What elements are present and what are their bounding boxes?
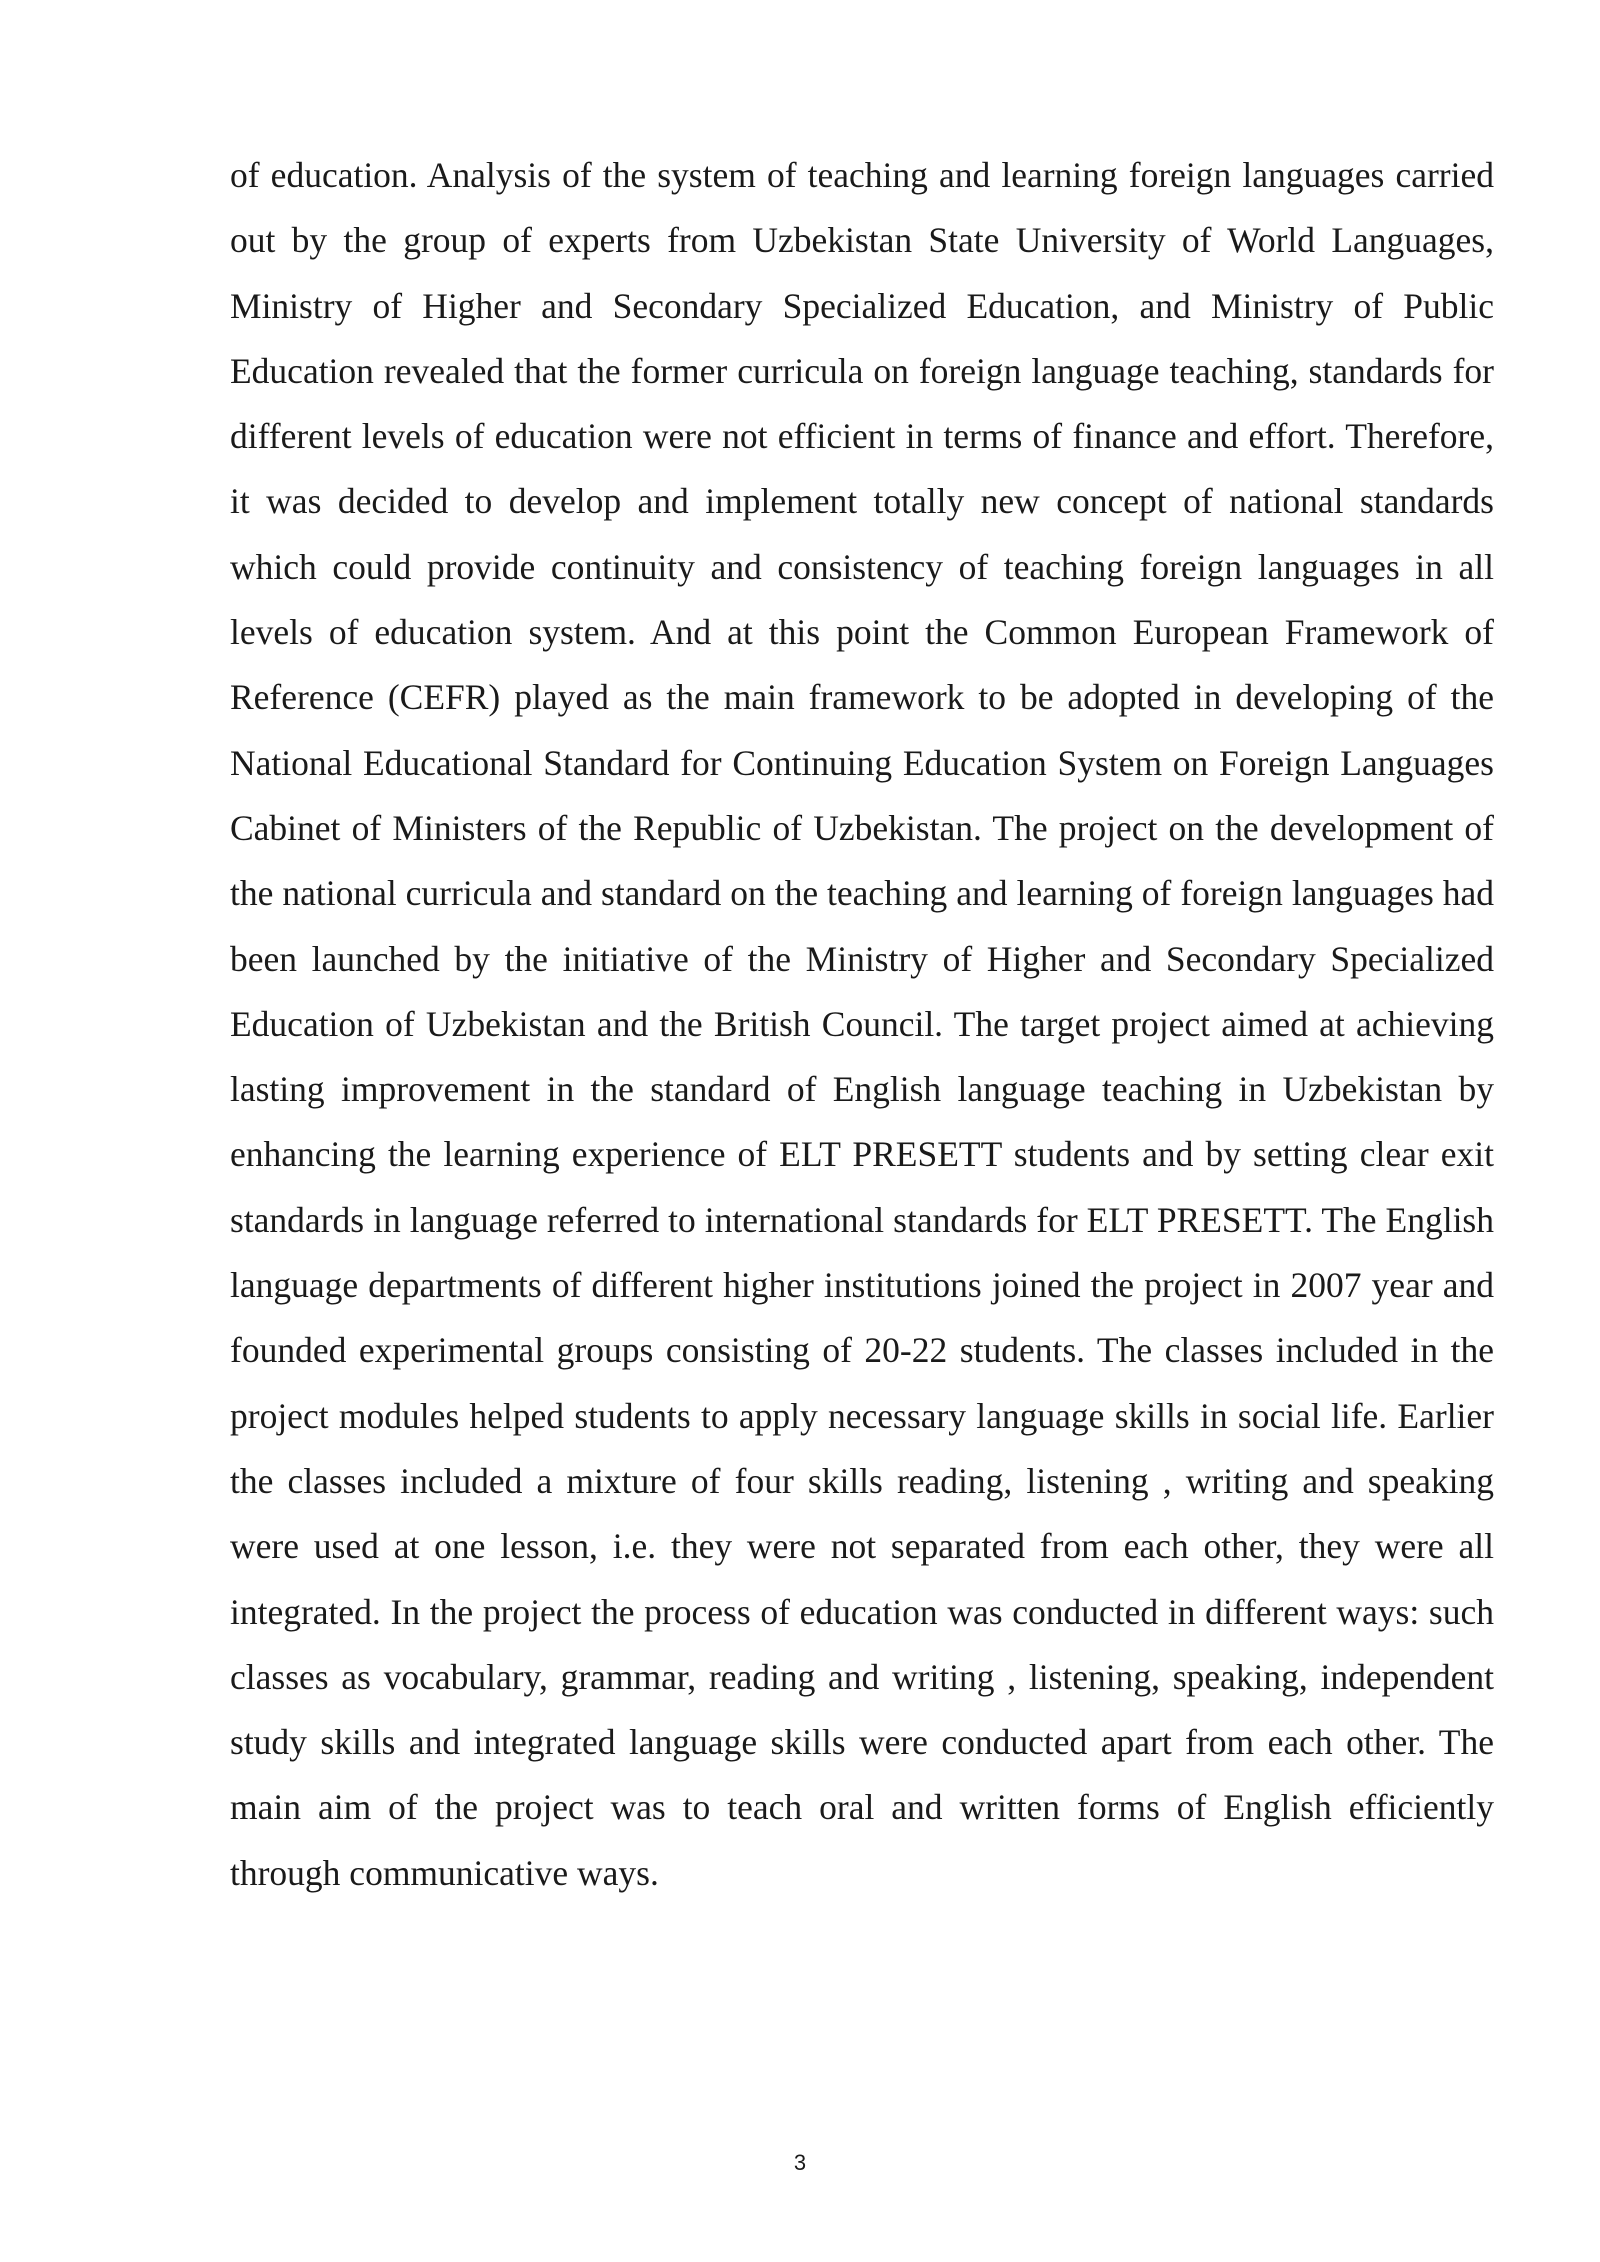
body-paragraph: of education. Analysis of the system of teaching and learning foreign languages carried out by the group of experts from Uzbekistan State University of World Languages, Ministry of Higher and Secondary Specialized Education, and Ministry of Public Education revealed that the former curricula on foreign language teaching, standards for different levels of education were not efficient in terms of finance and effort. Therefore, it was decided to develop and implement totally new concept of national standards which could provide continuity and consistency of teaching foreign languages in all levels of education system. And at this point the Common European Framework of Reference (CEFR) played as the main framework to be adopted in developing of the National Educational Standard for Continuing Education System on Foreign Languages Cabinet of Ministers of the Republic of Uzbekistan. The project on the development of the national curricula and standard on the teaching and learning of foreign languages had been launched by the initiative of the Ministry of Higher and Secondary Specialized Education of Uzbekistan and the British Council. The target project aimed at achieving lasting improvement in the standard of English language teaching in Uzbekistan by enhancing the learning experience of ELT PRESETT students and by setting clear exit standards in language referred to international standards for ELT PRESETT. The English language departments of different higher institutions joined the project in 2007 year and founded experimental groups consisting of 20-22 students. The classes included in the project modules helped students to apply necessary language skills in social life. Earlier the classes included a mixture of four skills reading, listening , writing and speaking were used at one lesson, i.e. they were not separated from each other, they were all integrated. In the project the process of education was conducted in different ways: such classes as vocabulary, grammar, reading and writing , listening, speaking, independent study skills and integrated language skills were conducted apart from each other. The main aim of the project was to teach oral and written forms of English efficiently through communicative ways.: [230, 155, 1494, 1893]
page-number: 3: [793, 2150, 807, 2175]
